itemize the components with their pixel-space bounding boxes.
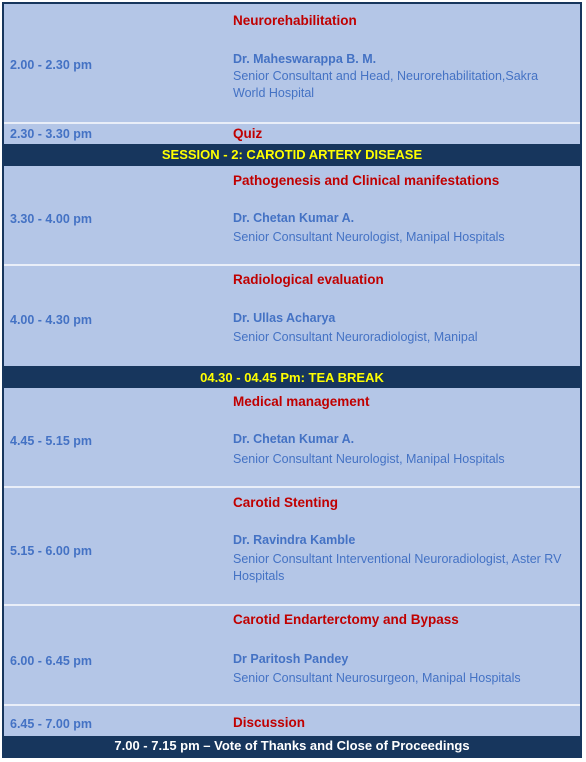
tea-break-header: 04.30 - 04.45 Pm: TEA BREAK <box>4 366 580 388</box>
time-slot: 6.45 - 7.00 pm <box>10 717 92 731</box>
time-slot: 4.00 - 4.30 pm <box>10 313 92 327</box>
speaker-role: Senior Consultant Neurologist, Manipal Hospitals <box>233 230 505 244</box>
table-row <box>4 124 580 144</box>
session-title: Quiz <box>233 126 263 141</box>
session-title: Carotid Endarterctomy and Bypass <box>233 612 459 627</box>
speaker-role: Senior Consultant Neuroradiologist, Manipal <box>233 330 478 344</box>
table-row <box>4 166 580 266</box>
session-title: Radiological evaluation <box>233 272 384 287</box>
session-title: Discussion <box>233 715 306 730</box>
session-title: Carotid Stenting <box>233 495 338 510</box>
table-row <box>4 706 580 736</box>
time-slot: 5.15 - 6.00 pm <box>10 544 92 558</box>
session-title: Medical management <box>233 394 370 409</box>
time-slot: 3.30 - 4.00 pm <box>10 212 92 226</box>
session-title: Neurorehabilitation <box>233 13 357 28</box>
closing-header: 7.00 - 7.15 pm – Vote of Thanks and Close of Proceedings <box>4 736 580 756</box>
time-slot: 2.00 - 2.30 pm <box>10 58 92 72</box>
table-row <box>4 388 580 488</box>
table-row <box>4 606 580 706</box>
speaker-role: Senior Consultant Neurosurgeon, Manipal Hospitals <box>233 671 521 685</box>
speaker-name: Dr. Ravindra Kamble <box>233 533 356 547</box>
session-header: SESSION - 2: CAROTID ARTERY DISEASE <box>4 144 580 166</box>
speaker-name: Dr. Chetan Kumar A. <box>233 211 355 225</box>
speaker-name: Dr. Chetan Kumar A. <box>233 432 355 446</box>
table-row <box>4 266 580 366</box>
speaker-role: Senior Consultant and Head, Neurorehabilitation,Sakra World Hospital <box>233 69 539 100</box>
table-row <box>4 4 580 124</box>
session-title: Pathogenesis and Clinical manifestations <box>233 173 500 188</box>
time-slot: 2.30 - 3.30 pm <box>10 127 92 141</box>
table-row <box>4 488 580 606</box>
schedule-table <box>2 2 582 758</box>
speaker-name: Dr. Ullas Acharya <box>233 311 336 325</box>
time-slot: 4.45 - 5.15 pm <box>10 434 92 448</box>
time-slot: 6.00 - 6.45 pm <box>10 654 92 668</box>
speaker-name: Dr Paritosh Pandey <box>233 652 349 666</box>
speaker-role: Senior Consultant Interventional Neuroradiologist, Aster RV Hospitals <box>233 552 562 583</box>
speaker-role: Senior Consultant Neurologist, Manipal Hospitals <box>233 452 505 466</box>
speaker-name: Dr. Maheswarappa B. M. <box>233 52 377 66</box>
